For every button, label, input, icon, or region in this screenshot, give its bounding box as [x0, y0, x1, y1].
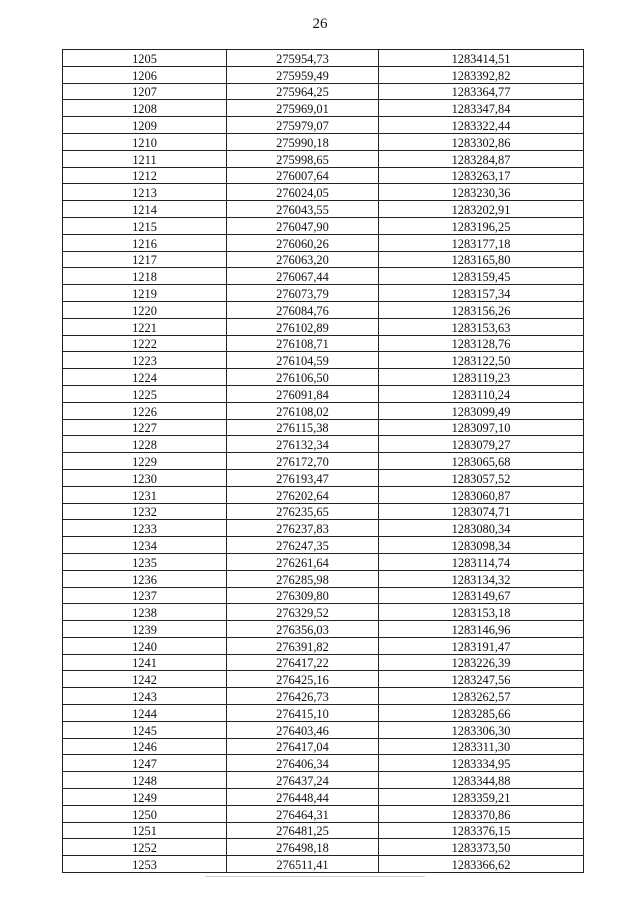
point-number-cell: 1229	[63, 453, 227, 470]
y-coordinate-cell: 1283284,87	[379, 150, 584, 167]
x-coordinate-cell: 276247,35	[227, 537, 379, 554]
point-number-cell: 1253	[63, 856, 227, 873]
y-coordinate-cell: 1283230,36	[379, 184, 584, 201]
y-coordinate-cell: 1283202,91	[379, 201, 584, 218]
x-coordinate-cell: 276437,24	[227, 772, 379, 789]
table-row	[63, 604, 584, 621]
point-number-cell: 1232	[63, 503, 227, 520]
point-number-cell: 1225	[63, 385, 227, 402]
table-row	[63, 738, 584, 755]
point-number-cell: 1249	[63, 789, 227, 806]
x-coordinate-cell: 276091,84	[227, 385, 379, 402]
x-coordinate-cell: 276102,89	[227, 318, 379, 335]
y-coordinate-cell: 1283153,63	[379, 318, 584, 335]
y-coordinate-cell: 1283074,71	[379, 503, 584, 520]
table-row	[63, 402, 584, 419]
x-coordinate-cell: 275990,18	[227, 133, 379, 150]
table-row	[63, 285, 584, 302]
point-number-cell: 1236	[63, 570, 227, 587]
table-row	[63, 688, 584, 705]
point-number-cell: 1250	[63, 805, 227, 822]
x-coordinate-cell: 276417,22	[227, 654, 379, 671]
x-coordinate-cell: 276106,50	[227, 369, 379, 386]
scan-artifact-line	[205, 876, 425, 877]
y-coordinate-cell: 1283322,44	[379, 117, 584, 134]
table-row	[63, 553, 584, 570]
table-row	[63, 100, 584, 117]
x-coordinate-cell: 276073,79	[227, 285, 379, 302]
table-row	[63, 772, 584, 789]
point-number-cell: 1215	[63, 217, 227, 234]
y-coordinate-cell: 1283191,47	[379, 637, 584, 654]
table-row	[63, 671, 584, 688]
table-row	[63, 167, 584, 184]
y-coordinate-cell: 1283373,50	[379, 839, 584, 856]
y-coordinate-cell: 1283311,30	[379, 738, 584, 755]
y-coordinate-cell: 1283364,77	[379, 83, 584, 100]
table-row	[63, 705, 584, 722]
table-row	[63, 469, 584, 486]
coordinates-table	[62, 49, 584, 873]
y-coordinate-cell: 1283262,57	[379, 688, 584, 705]
y-coordinate-cell: 1283146,96	[379, 621, 584, 638]
x-coordinate-cell: 276511,41	[227, 856, 379, 873]
point-number-cell: 1221	[63, 318, 227, 335]
point-number-cell: 1230	[63, 469, 227, 486]
x-coordinate-cell: 276202,64	[227, 486, 379, 503]
y-coordinate-cell: 1283060,87	[379, 486, 584, 503]
point-number-cell: 1207	[63, 83, 227, 100]
point-number-cell: 1214	[63, 201, 227, 218]
y-coordinate-cell: 1283110,24	[379, 385, 584, 402]
x-coordinate-cell: 276043,55	[227, 201, 379, 218]
y-coordinate-cell: 1283079,27	[379, 436, 584, 453]
x-coordinate-cell: 275959,49	[227, 66, 379, 83]
x-coordinate-cell: 275964,25	[227, 83, 379, 100]
x-coordinate-cell: 276108,02	[227, 402, 379, 419]
point-number-cell: 1228	[63, 436, 227, 453]
x-coordinate-cell: 276425,16	[227, 671, 379, 688]
y-coordinate-cell: 1283285,66	[379, 705, 584, 722]
point-number-cell: 1241	[63, 654, 227, 671]
point-number-cell: 1234	[63, 537, 227, 554]
point-number-cell: 1251	[63, 822, 227, 839]
table-row	[63, 822, 584, 839]
point-number-cell: 1216	[63, 234, 227, 251]
y-coordinate-cell: 1283098,34	[379, 537, 584, 554]
y-coordinate-cell: 1283065,68	[379, 453, 584, 470]
point-number-cell: 1238	[63, 604, 227, 621]
x-coordinate-cell: 275979,07	[227, 117, 379, 134]
table-row	[63, 721, 584, 738]
point-number-cell: 1218	[63, 268, 227, 285]
table-row	[63, 133, 584, 150]
y-coordinate-cell: 1283134,32	[379, 570, 584, 587]
x-coordinate-cell: 276261,64	[227, 553, 379, 570]
table-row	[63, 83, 584, 100]
point-number-cell: 1209	[63, 117, 227, 134]
point-number-cell: 1206	[63, 66, 227, 83]
x-coordinate-cell: 276104,59	[227, 352, 379, 369]
y-coordinate-cell: 1283114,74	[379, 553, 584, 570]
point-number-cell: 1227	[63, 419, 227, 436]
x-coordinate-cell: 276329,52	[227, 604, 379, 621]
x-coordinate-cell: 276235,65	[227, 503, 379, 520]
x-coordinate-cell: 276464,31	[227, 805, 379, 822]
y-coordinate-cell: 1283392,82	[379, 66, 584, 83]
y-coordinate-cell: 1283347,84	[379, 100, 584, 117]
table-row	[63, 486, 584, 503]
table-row	[63, 150, 584, 167]
y-coordinate-cell: 1283344,88	[379, 772, 584, 789]
y-coordinate-cell: 1283370,86	[379, 805, 584, 822]
y-coordinate-cell: 1283177,18	[379, 234, 584, 251]
table-row	[63, 251, 584, 268]
point-number-cell: 1222	[63, 335, 227, 352]
table-row	[63, 369, 584, 386]
x-coordinate-cell: 276115,38	[227, 419, 379, 436]
y-coordinate-cell: 1283165,80	[379, 251, 584, 268]
x-coordinate-cell: 276132,34	[227, 436, 379, 453]
table-row	[63, 654, 584, 671]
x-coordinate-cell: 276060,26	[227, 234, 379, 251]
y-coordinate-cell: 1283128,76	[379, 335, 584, 352]
x-coordinate-cell: 276285,98	[227, 570, 379, 587]
point-number-cell: 1205	[63, 50, 227, 67]
point-number-cell: 1235	[63, 553, 227, 570]
point-number-cell: 1246	[63, 738, 227, 755]
point-number-cell: 1223	[63, 352, 227, 369]
x-coordinate-cell: 276237,83	[227, 520, 379, 537]
point-number-cell: 1239	[63, 621, 227, 638]
point-number-cell: 1224	[63, 369, 227, 386]
point-number-cell: 1252	[63, 839, 227, 856]
x-coordinate-cell: 276024,05	[227, 184, 379, 201]
table-row	[63, 621, 584, 638]
point-number-cell: 1212	[63, 167, 227, 184]
x-coordinate-cell: 276481,25	[227, 822, 379, 839]
y-coordinate-cell: 1283119,23	[379, 369, 584, 386]
x-coordinate-cell: 276172,70	[227, 453, 379, 470]
point-number-cell: 1242	[63, 671, 227, 688]
y-coordinate-cell: 1283099,49	[379, 402, 584, 419]
x-coordinate-cell: 275998,65	[227, 150, 379, 167]
table-row	[63, 436, 584, 453]
y-coordinate-cell: 1283080,34	[379, 520, 584, 537]
table-row	[63, 301, 584, 318]
point-number-cell: 1220	[63, 301, 227, 318]
coordinates-table-body	[63, 50, 584, 873]
point-number-cell: 1245	[63, 721, 227, 738]
x-coordinate-cell: 275969,01	[227, 100, 379, 117]
point-number-cell: 1247	[63, 755, 227, 772]
point-number-cell: 1213	[63, 184, 227, 201]
table-row	[63, 839, 584, 856]
y-coordinate-cell: 1283097,10	[379, 419, 584, 436]
point-number-cell: 1217	[63, 251, 227, 268]
y-coordinate-cell: 1283414,51	[379, 50, 584, 67]
y-coordinate-cell: 1283247,56	[379, 671, 584, 688]
x-coordinate-cell: 276309,80	[227, 587, 379, 604]
table-row	[63, 184, 584, 201]
point-number-cell: 1237	[63, 587, 227, 604]
x-coordinate-cell: 276007,64	[227, 167, 379, 184]
y-coordinate-cell: 1283306,30	[379, 721, 584, 738]
x-coordinate-cell: 276193,47	[227, 469, 379, 486]
point-number-cell: 1244	[63, 705, 227, 722]
table-row	[63, 234, 584, 251]
y-coordinate-cell: 1283366,62	[379, 856, 584, 873]
x-coordinate-cell: 276391,82	[227, 637, 379, 654]
table-row	[63, 520, 584, 537]
table-row	[63, 385, 584, 402]
point-number-cell: 1210	[63, 133, 227, 150]
table-row	[63, 50, 584, 67]
y-coordinate-cell: 1283057,52	[379, 469, 584, 486]
x-coordinate-cell: 276406,34	[227, 755, 379, 772]
x-coordinate-cell: 276356,03	[227, 621, 379, 638]
x-coordinate-cell: 276084,76	[227, 301, 379, 318]
x-coordinate-cell: 276047,90	[227, 217, 379, 234]
table-row	[63, 537, 584, 554]
point-number-cell: 1243	[63, 688, 227, 705]
x-coordinate-cell: 276498,18	[227, 839, 379, 856]
point-number-cell: 1219	[63, 285, 227, 302]
x-coordinate-cell: 276415,10	[227, 705, 379, 722]
table-row	[63, 856, 584, 873]
x-coordinate-cell: 276448,44	[227, 789, 379, 806]
table-row	[63, 503, 584, 520]
point-number-cell: 1240	[63, 637, 227, 654]
table-row	[63, 201, 584, 218]
y-coordinate-cell: 1283226,39	[379, 654, 584, 671]
page-number: 26	[312, 16, 328, 32]
point-number-cell: 1211	[63, 150, 227, 167]
table-row	[63, 755, 584, 772]
y-coordinate-cell: 1283159,45	[379, 268, 584, 285]
y-coordinate-cell: 1283376,15	[379, 822, 584, 839]
x-coordinate-cell: 276417,04	[227, 738, 379, 755]
table-row	[63, 66, 584, 83]
table-row	[63, 570, 584, 587]
y-coordinate-cell: 1283302,86	[379, 133, 584, 150]
y-coordinate-cell: 1283149,67	[379, 587, 584, 604]
x-coordinate-cell: 276403,46	[227, 721, 379, 738]
table-row	[63, 268, 584, 285]
x-coordinate-cell: 275954,73	[227, 50, 379, 67]
point-number-cell: 1226	[63, 402, 227, 419]
table-row	[63, 789, 584, 806]
point-number-cell: 1233	[63, 520, 227, 537]
y-coordinate-cell: 1283153,18	[379, 604, 584, 621]
y-coordinate-cell: 1283157,34	[379, 285, 584, 302]
table-row	[63, 587, 584, 604]
y-coordinate-cell: 1283334,95	[379, 755, 584, 772]
x-coordinate-cell: 276426,73	[227, 688, 379, 705]
point-number-cell: 1208	[63, 100, 227, 117]
x-coordinate-cell: 276067,44	[227, 268, 379, 285]
table-row	[63, 117, 584, 134]
y-coordinate-cell: 1283359,21	[379, 789, 584, 806]
x-coordinate-cell: 276063,20	[227, 251, 379, 268]
x-coordinate-cell: 276108,71	[227, 335, 379, 352]
point-number-cell: 1248	[63, 772, 227, 789]
table-row	[63, 217, 584, 234]
table-row	[63, 805, 584, 822]
y-coordinate-cell: 1283156,26	[379, 301, 584, 318]
point-number-cell: 1231	[63, 486, 227, 503]
table-row	[63, 335, 584, 352]
y-coordinate-cell: 1283196,25	[379, 217, 584, 234]
table-row	[63, 318, 584, 335]
y-coordinate-cell: 1283263,17	[379, 167, 584, 184]
table-row	[63, 637, 584, 654]
table-row	[63, 352, 584, 369]
y-coordinate-cell: 1283122,50	[379, 352, 584, 369]
table-row	[63, 419, 584, 436]
table-row	[63, 453, 584, 470]
